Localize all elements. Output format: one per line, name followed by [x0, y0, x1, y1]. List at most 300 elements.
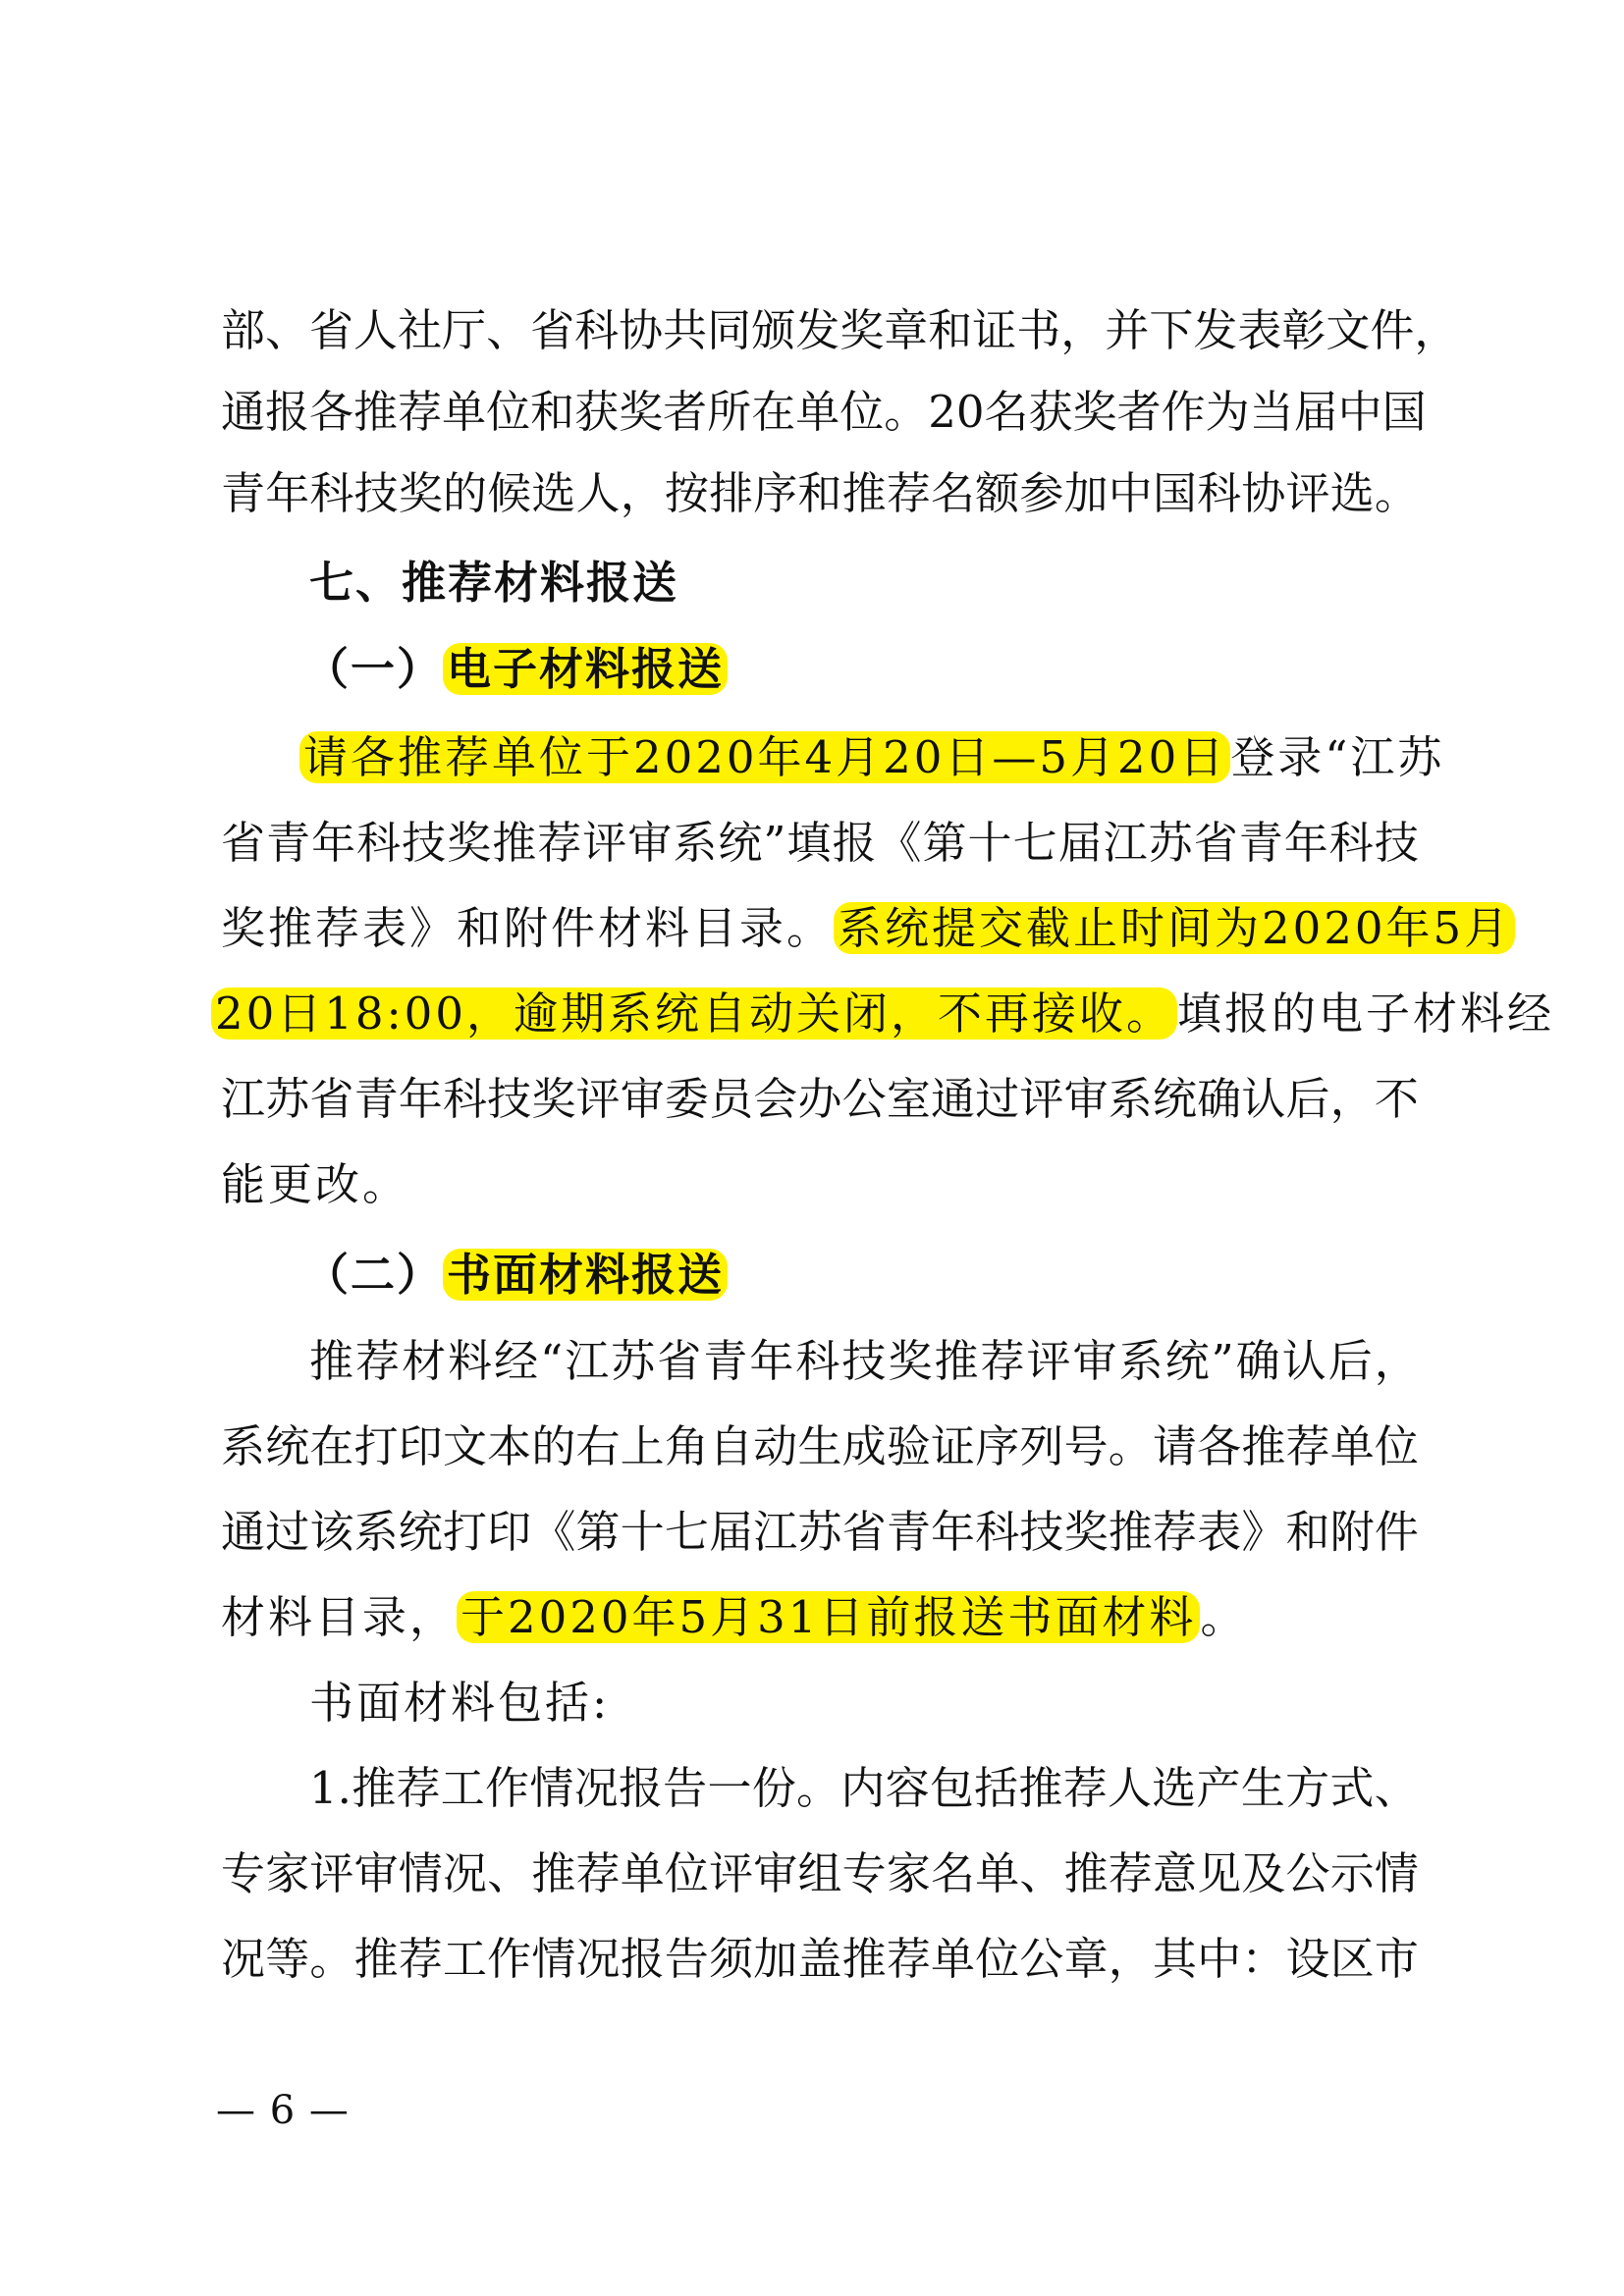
glyph: 推 — [1018, 1762, 1063, 1814]
glyph: 共 — [663, 304, 708, 356]
glyph: 和 — [928, 304, 973, 356]
glyph: 届 — [709, 1506, 754, 1558]
subsection-prefix: （一） — [304, 643, 444, 695]
glyph: 单 — [442, 386, 487, 438]
glyph: ， — [620, 467, 665, 519]
glyph: 其 — [1152, 1933, 1197, 1985]
section-heading: 七、推荐材料报送 — [309, 557, 679, 609]
glyph: 告 — [664, 1933, 709, 1985]
glyph: 颁 — [751, 304, 796, 356]
glyph: 统 — [265, 1420, 310, 1472]
glyph: 者 — [1116, 386, 1162, 438]
body-text-line — [221, 457, 1419, 530]
glyph: 角 — [664, 1420, 709, 1472]
glyph: 青 — [703, 1335, 748, 1387]
glyph: 荐 — [1108, 1847, 1153, 1899]
glyph: 发 — [1193, 304, 1238, 356]
glyph: 在 — [751, 386, 796, 438]
glyph: 、 — [486, 304, 531, 356]
glyph: 确 — [1197, 1073, 1242, 1125]
glyph: 科 — [309, 467, 354, 519]
glyph: 省 — [309, 1073, 354, 1125]
glyph: 1. — [309, 1762, 352, 1814]
glyph: 通 — [221, 1506, 266, 1558]
glyph: 况 — [575, 1933, 621, 1985]
glyph: 荐 — [396, 1762, 441, 1814]
glyph: 技 — [487, 1073, 532, 1125]
glyph: 推 — [309, 1335, 354, 1387]
glyph: 评 — [582, 817, 627, 869]
glyph: 奖 — [888, 1335, 933, 1387]
glyph: 通 — [931, 1073, 976, 1125]
glyph: 评 — [309, 1847, 354, 1899]
glyph: 荐 — [980, 1335, 1025, 1387]
glyph: 名 — [931, 467, 976, 519]
glyph: 苏 — [265, 1073, 310, 1125]
glyph: 年 — [931, 1506, 976, 1558]
glyph: 位 — [839, 386, 885, 438]
glyph: 技 — [841, 1335, 887, 1387]
glyph: 青 — [886, 1506, 931, 1558]
glyph: 见 — [1197, 1847, 1242, 1899]
glyph: 年 — [311, 817, 356, 869]
subsection-heading-electronic — [304, 633, 1414, 706]
glyph: 荐 — [398, 386, 443, 438]
glyph: 文 — [1326, 304, 1371, 356]
glyph: 推 — [492, 817, 537, 869]
glyph: 容 — [885, 1762, 930, 1814]
glyph: 统 — [1164, 1335, 1210, 1387]
glyph: 技 — [353, 467, 399, 519]
glyph: 社 — [398, 304, 443, 356]
glyph: 认 — [1241, 1073, 1286, 1125]
glyph: 工 — [440, 1762, 485, 1814]
glyph: 审 — [627, 817, 673, 869]
glyph: 评 — [1026, 1335, 1071, 1387]
glyph: 协 — [619, 304, 664, 356]
highlighted-text: 20日18:00，逾期系统自动关闭，不再接收。 — [211, 988, 1177, 1040]
glyph: 所 — [707, 386, 752, 438]
glyph: 位 — [1374, 1420, 1419, 1472]
glyph: 文 — [442, 1420, 487, 1472]
glyph: 审 — [1072, 1335, 1117, 1387]
glyph: 、 — [1019, 1847, 1064, 1899]
glyph: 推 — [841, 1933, 887, 1985]
glyph: 号 — [1063, 1420, 1109, 1472]
glyph: 打 — [442, 1506, 487, 1558]
highlighted-subsection-title: 电子材料报送 — [443, 643, 728, 695]
glyph: 及 — [1241, 1847, 1286, 1899]
glyph: 省 — [657, 1335, 702, 1387]
glyph: 荐 — [1285, 1420, 1330, 1472]
glyph: 科 — [356, 817, 402, 869]
glyph: 家 — [265, 1847, 310, 1899]
glyph: 奖 — [398, 467, 443, 519]
glyph: 并 — [1105, 304, 1150, 356]
glyph: 中 — [1337, 386, 1382, 438]
glyph: 验 — [886, 1420, 931, 1472]
body-text: 材料目录， — [221, 1591, 458, 1643]
glyph: 况 — [573, 1762, 619, 1814]
glyph: 候 — [487, 467, 532, 519]
glyph: 统 — [398, 1506, 443, 1558]
list-item-line — [221, 1923, 1419, 1996]
glyph: 推 — [353, 1933, 399, 1985]
glyph: 青 — [221, 467, 266, 519]
glyph: 当 — [1249, 386, 1294, 438]
glyph: 工 — [442, 1933, 487, 1985]
glyph: 单 — [931, 1933, 976, 1985]
glyph: 填 — [786, 817, 832, 869]
glyph: 省 — [221, 817, 266, 869]
glyph: 印 — [487, 1506, 532, 1558]
glyph: 按 — [664, 467, 709, 519]
glyph: 书 — [1016, 304, 1061, 356]
glyph: 通 — [221, 386, 266, 438]
glyph: 部 — [221, 304, 266, 356]
paragraph-line — [309, 1325, 1419, 1398]
glyph: 序 — [753, 467, 798, 519]
glyph: 后 — [1285, 1073, 1330, 1125]
glyph: 青 — [1238, 817, 1283, 869]
glyph: 审 — [620, 1073, 665, 1125]
glyph: 章 — [1063, 1933, 1109, 1985]
subsection-prefix: （二） — [304, 1249, 444, 1301]
body-text: 奖推荐表》和附件材料目录。 — [221, 902, 835, 954]
glyph: 证 — [931, 1420, 976, 1472]
glyph: 荐 — [575, 1847, 621, 1899]
subsection-heading-paper — [304, 1239, 1414, 1311]
glyph: 下 — [1149, 304, 1194, 356]
glyph: 年 — [398, 1073, 443, 1125]
glyph: 的 — [531, 1420, 576, 1472]
glyph: 。 — [309, 1933, 354, 1985]
glyph: 推 — [1241, 1420, 1286, 1472]
glyph: 荐 — [398, 1933, 443, 1985]
glyph: 推 — [934, 1335, 979, 1387]
glyph: 件 — [1374, 1506, 1419, 1558]
glyph: 公 — [841, 1073, 887, 1125]
glyph: 内 — [840, 1762, 886, 1814]
glyph: 系 — [1118, 1335, 1164, 1387]
glyph: 科 — [574, 304, 620, 356]
glyph: 。 — [1108, 1420, 1153, 1472]
glyph: 荐 — [1152, 1506, 1197, 1558]
glyph: 自 — [709, 1420, 754, 1472]
glyph: ， — [1414, 304, 1459, 356]
glyph: 和 — [797, 467, 842, 519]
glyph: 20 — [928, 386, 985, 438]
glyph: 序 — [975, 1420, 1020, 1472]
glyph: 认 — [1281, 1335, 1326, 1387]
glyph: 苏 — [1148, 817, 1193, 869]
glyph: 情 — [398, 1847, 443, 1899]
glyph: 生 — [1240, 1762, 1285, 1814]
glyph: 各 — [309, 386, 354, 438]
glyph: ： — [1241, 1933, 1286, 1985]
glyph: 年 — [265, 467, 310, 519]
glyph: 彰 — [1281, 304, 1326, 356]
glyph: 审 — [353, 1847, 399, 1899]
glyph: 设 — [1285, 1933, 1330, 1985]
glyph: 位 — [486, 386, 531, 438]
glyph: 报 — [832, 817, 877, 869]
glyph: 省 — [841, 1506, 887, 1558]
glyph: 动 — [753, 1420, 798, 1472]
paragraph-line — [221, 1063, 1419, 1136]
glyph: 情 — [531, 1933, 576, 1985]
glyph: 推 — [841, 467, 887, 519]
glyph: 办 — [797, 1073, 842, 1125]
glyph: 市 — [1374, 1933, 1419, 1985]
glyph: 奖 — [447, 817, 492, 869]
glyph: 科 — [442, 1073, 487, 1125]
highlighted-subsection-title: 书面材料报送 — [443, 1249, 728, 1301]
glyph: 加 — [753, 1933, 798, 1985]
glyph: 江 — [565, 1335, 610, 1387]
glyph: 情 — [1374, 1847, 1419, 1899]
glyph: 打 — [353, 1420, 399, 1472]
glyph: 系 — [1108, 1073, 1153, 1125]
paragraph-line: 能更改。 — [221, 1158, 410, 1210]
glyph: 省 — [530, 304, 575, 356]
glyph: “ — [540, 1335, 564, 1387]
glyph: ， — [1329, 1073, 1375, 1125]
glyph: 材 — [402, 1335, 447, 1387]
glyph: 年 — [1283, 817, 1328, 869]
glyph: 青 — [353, 1073, 399, 1125]
glyph: 报 — [265, 386, 310, 438]
glyph: 选 — [1152, 1762, 1197, 1814]
glyph: 况 — [221, 1933, 266, 1985]
glyph: 确 — [1235, 1335, 1280, 1387]
glyph: 科 — [1197, 467, 1242, 519]
paragraph-line — [221, 807, 1419, 880]
glyph: 。 — [1374, 467, 1419, 519]
glyph: ， — [1374, 1335, 1419, 1387]
glyph: 。 — [884, 386, 929, 438]
glyph: 公 — [1019, 1933, 1064, 1985]
glyph: 组 — [797, 1847, 842, 1899]
glyph: 发 — [795, 304, 840, 356]
glyph: 和 — [530, 386, 575, 438]
glyph: 科 — [975, 1506, 1020, 1558]
glyph: 评 — [1285, 467, 1330, 519]
paragraph-line: 书面材料包括: — [309, 1677, 611, 1729]
glyph: 份 — [751, 1762, 796, 1814]
glyph: 不 — [1374, 1073, 1419, 1125]
glyph: 后 — [1327, 1335, 1373, 1387]
highlighted-text: 系统提交截止时间为2020年5月 — [834, 902, 1515, 954]
glyph: 各 — [1197, 1420, 1242, 1472]
glyph: 者 — [663, 386, 708, 438]
glyph: 奖 — [839, 304, 885, 356]
list-item-line — [309, 1752, 1419, 1825]
glyph: 排 — [709, 467, 754, 519]
glyph: 员 — [709, 1073, 754, 1125]
glyph: 右 — [575, 1420, 621, 1472]
glyph: 获 — [574, 386, 620, 438]
glyph: 的 — [442, 467, 487, 519]
glyph: 意 — [1152, 1847, 1197, 1899]
glyph: 成 — [841, 1420, 887, 1472]
glyph: 公 — [1285, 1847, 1330, 1899]
paragraph-line — [221, 1496, 1419, 1569]
glyph: 括 — [974, 1762, 1019, 1814]
glyph: 位 — [975, 1933, 1020, 1985]
glyph: 名 — [984, 386, 1029, 438]
page-number: — 6 — — [216, 2088, 350, 2133]
glyph: 单 — [620, 1847, 665, 1899]
glyph: 请 — [1152, 1420, 1197, 1472]
glyph: 荐 — [1062, 1762, 1108, 1814]
glyph: 评 — [575, 1073, 621, 1125]
glyph: 、 — [487, 1847, 532, 1899]
glyph: 印 — [398, 1420, 443, 1472]
glyph: 况 — [442, 1847, 487, 1899]
glyph: 技 — [1374, 817, 1419, 869]
glyph: 推 — [352, 1762, 397, 1814]
glyph: 科 — [795, 1335, 840, 1387]
glyph: ， — [1108, 1933, 1153, 1985]
glyph: 报 — [620, 1933, 665, 1985]
body-text: 。 — [1200, 1591, 1248, 1643]
glyph: 年 — [749, 1335, 794, 1387]
glyph: 式 — [1329, 1762, 1375, 1814]
glyph: 作 — [485, 1762, 530, 1814]
glyph: 届 — [1293, 386, 1338, 438]
glyph: 。 — [796, 1762, 841, 1814]
glyph: 江 — [753, 1506, 798, 1558]
glyph: 经 — [494, 1335, 539, 1387]
glyph: 作 — [1161, 386, 1206, 438]
glyph: 届 — [1057, 817, 1103, 869]
glyph: 、 — [1374, 1762, 1419, 1814]
glyph: 国 — [1381, 386, 1427, 438]
glyph: ” — [763, 817, 786, 869]
glyph: 评 — [709, 1847, 754, 1899]
glyph: 苏 — [797, 1506, 842, 1558]
glyph: ， — [1060, 304, 1106, 356]
glyph: 推 — [353, 386, 399, 438]
glyph: 选 — [1329, 467, 1375, 519]
glyph: 七 — [664, 1506, 709, 1558]
glyph: 技 — [402, 817, 447, 869]
glyph: 人 — [1107, 1762, 1152, 1814]
glyph: 区 — [1329, 1933, 1375, 1985]
glyph: 本 — [487, 1420, 532, 1472]
glyph: 一 — [707, 1762, 752, 1814]
glyph: 江 — [1103, 817, 1148, 869]
glyph: 章 — [884, 304, 929, 356]
glyph: 《 — [877, 817, 922, 869]
highlighted-text: 请各推荐单位于2020年4月20日—5月20日 — [299, 731, 1230, 783]
glyph: 荐 — [355, 1335, 401, 1387]
glyph: 系 — [673, 817, 718, 869]
glyph: 家 — [886, 1847, 931, 1899]
glyph: 室 — [886, 1073, 931, 1125]
glyph: 过 — [975, 1073, 1020, 1125]
glyph: 名 — [931, 1847, 976, 1899]
glyph: 会 — [753, 1073, 798, 1125]
body-text-line — [221, 376, 1427, 449]
paragraph-line — [221, 1411, 1419, 1483]
glyph: 加 — [1063, 467, 1109, 519]
glyph: 过 — [265, 1506, 310, 1558]
glyph: 审 — [1063, 1073, 1109, 1125]
glyph: 参 — [1019, 467, 1064, 519]
glyph: 方 — [1285, 1762, 1330, 1814]
glyph: 省 — [309, 304, 354, 356]
glyph: 包 — [929, 1762, 974, 1814]
glyph: 额 — [975, 467, 1020, 519]
glyph: 列 — [1019, 1420, 1064, 1472]
glyph: 省 — [1193, 817, 1238, 869]
glyph: 告 — [663, 1762, 708, 1814]
list-item-line — [221, 1838, 1419, 1910]
glyph: 证 — [972, 304, 1017, 356]
glyph: 审 — [753, 1847, 798, 1899]
glyph: 产 — [1196, 1762, 1241, 1814]
glyph: 青 — [266, 817, 311, 869]
body-text-line — [221, 294, 1459, 367]
glyph: 推 — [531, 1847, 576, 1899]
glyph: 和 — [1285, 1506, 1330, 1558]
glyph: 专 — [841, 1847, 887, 1899]
body-text: 登录“江苏 — [1230, 731, 1445, 783]
glyph: 选 — [531, 467, 576, 519]
glyph: 专 — [221, 1847, 266, 1899]
glyph: 奖 — [619, 386, 664, 438]
glyph: 表 — [1237, 304, 1282, 356]
glyph: 十 — [967, 817, 1012, 869]
glyph: 生 — [797, 1420, 842, 1472]
glyph: 奖 — [531, 1073, 576, 1125]
glyph: ” — [1211, 1335, 1234, 1387]
glyph: 七 — [1012, 817, 1057, 869]
glyph: 委 — [664, 1073, 709, 1125]
glyph: 科 — [1328, 817, 1374, 869]
glyph: 、 — [265, 304, 310, 356]
glyph: 苏 — [611, 1335, 656, 1387]
glyph: 奖 — [1072, 386, 1117, 438]
glyph: 料 — [448, 1335, 493, 1387]
glyph: 中 — [1108, 467, 1153, 519]
glyph: 报 — [618, 1762, 663, 1814]
highlighted-text: 于2020年5月31日前报送书面材料 — [457, 1591, 1200, 1643]
glyph: 单 — [975, 1847, 1020, 1899]
glyph: 江 — [221, 1073, 266, 1125]
glyph: 十 — [620, 1506, 665, 1558]
paragraph-line — [299, 721, 1445, 794]
glyph: 人 — [575, 467, 621, 519]
glyph: 第 — [575, 1506, 621, 1558]
paragraph-line — [211, 978, 1554, 1050]
glyph: 在 — [309, 1420, 354, 1472]
glyph: 《 — [531, 1506, 576, 1558]
glyph: 技 — [1019, 1506, 1064, 1558]
glyph: 示 — [1329, 1847, 1375, 1899]
glyph: 系 — [221, 1420, 266, 1472]
glyph: 人 — [353, 304, 399, 356]
glyph: 位 — [664, 1847, 709, 1899]
glyph: 奖 — [1063, 1506, 1109, 1558]
glyph: 厅 — [442, 304, 487, 356]
glyph: 协 — [1241, 467, 1286, 519]
glyph: 荐 — [537, 817, 582, 869]
glyph: 荐 — [886, 1933, 931, 1985]
glyph: 作 — [487, 1933, 532, 1985]
